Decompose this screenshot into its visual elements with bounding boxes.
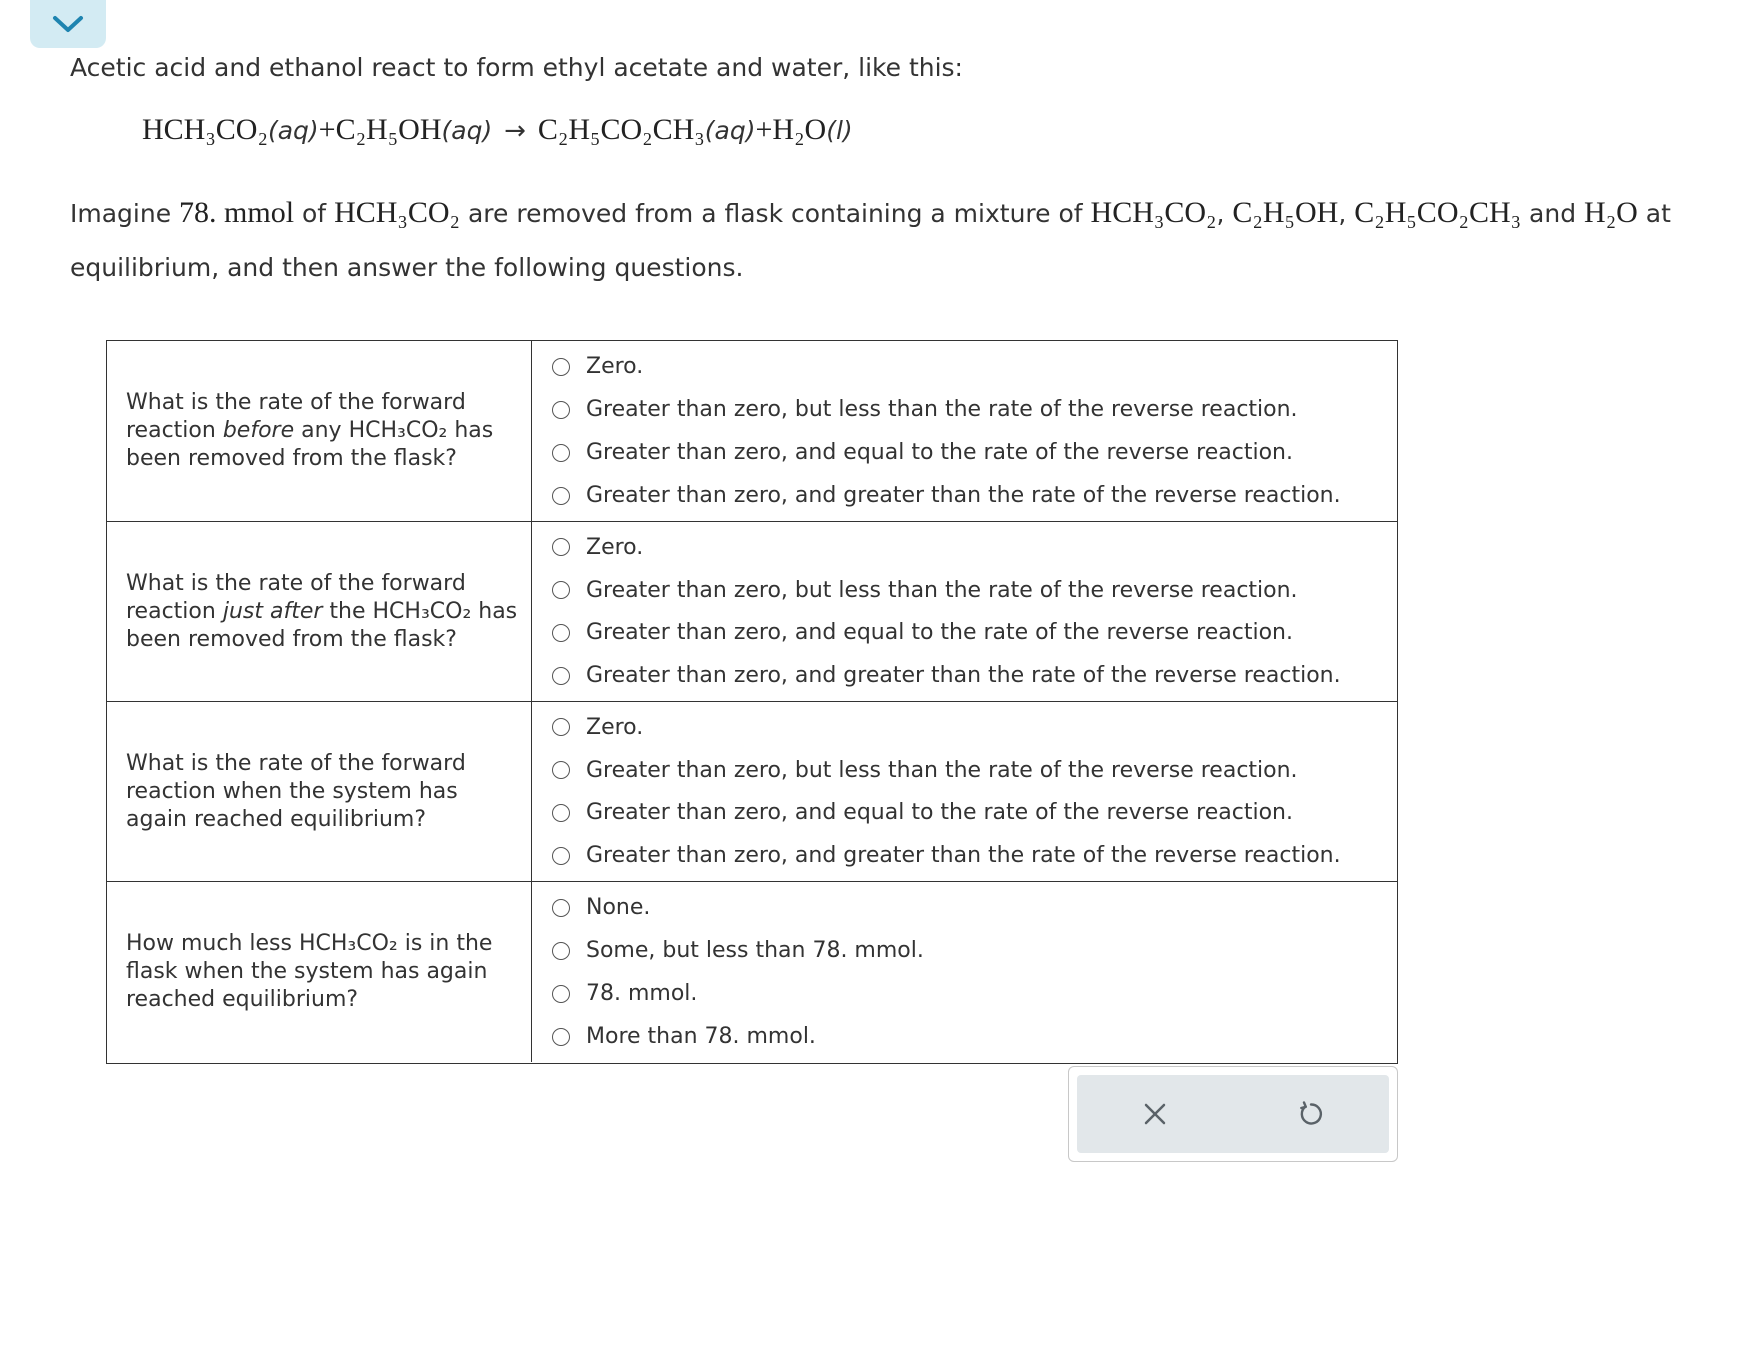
removed-species: HCH₃CO₂	[334, 196, 461, 229]
radio-button[interactable]	[552, 487, 570, 505]
radio-button[interactable]	[552, 358, 570, 376]
answer-options	[532, 882, 1397, 1062]
answer-option[interactable]: Greater than zero, and greater than the rate of the reverse reaction.	[532, 654, 1397, 697]
answer-option[interactable]: Greater than zero, and greater than the rate of the reverse reaction.	[532, 474, 1397, 517]
answer-option[interactable]: Greater than zero, but less than the rate of the reverse reaction.	[532, 569, 1397, 612]
answer-options	[532, 522, 1397, 701]
question-row	[107, 881, 1397, 1062]
question-row	[107, 521, 1397, 701]
answer-option[interactable]: Some, but less than 78. mmol.	[532, 929, 1397, 972]
mixture-species-4: H₂O	[1584, 196, 1638, 229]
reaction-equation	[142, 108, 853, 153]
answer-option[interactable]: Greater than zero, but less than the rate of the reverse reaction.	[532, 388, 1397, 431]
undo-icon	[1297, 1100, 1325, 1128]
radio-button[interactable]	[552, 667, 570, 685]
question-text: What is the rate of the forward reaction just after the HCH₃CO₂ has been removed from the flask?	[107, 522, 532, 701]
answer-option[interactable]: Greater than zero, and greater than the rate of the reverse reaction.	[532, 834, 1397, 877]
answer-option[interactable]: Zero.	[532, 526, 1397, 569]
imagine-suffix: at equilibrium, and then answer the following questions.	[70, 199, 1671, 282]
product-2: H₂O	[772, 113, 827, 146]
product-1: C₂H₅CO₂CH₃	[537, 113, 705, 146]
imagine-middle: are removed from a flask containing a mixture of	[467, 199, 1083, 228]
answer-option[interactable]: Greater than zero, and equal to the rate of the reverse reaction.	[532, 792, 1397, 835]
mixture-species-1: HCH₃CO₂	[1090, 196, 1217, 229]
imagine-prefix: Imagine	[70, 199, 172, 228]
question-table	[106, 340, 1398, 1064]
imagine-of: of	[302, 199, 327, 228]
plus-sign: +	[318, 113, 336, 146]
radio-button[interactable]	[552, 942, 570, 960]
answer-options	[532, 702, 1397, 881]
radio-button[interactable]	[552, 718, 570, 736]
radio-button[interactable]	[552, 624, 570, 642]
answer-option[interactable]: None.	[532, 886, 1397, 929]
reactant-2: C₂H₅OH	[335, 113, 442, 146]
intro-text: Acetic acid and ethanol react to form ethyl acetate and water, like this:	[70, 53, 963, 82]
action-bar	[1068, 1066, 1398, 1162]
product-2-state: (l)	[826, 116, 853, 145]
answer-option[interactable]: 78. mmol.	[532, 972, 1397, 1015]
problem-statement: Imagine 78. mmol of HCH₃CO₂ are removed from a flask containing a mixture of HCH₃CO₂, C₂H₅OH, C₂H₅CO₂CH₃ and H₂O at equilibrium, and then answer the following questions.	[70, 196, 1671, 282]
question-row	[107, 701, 1397, 881]
answer-option[interactable]: Zero.	[532, 706, 1397, 749]
question-row	[107, 341, 1397, 521]
plus-sign: +	[755, 113, 773, 146]
answer-option[interactable]: Greater than zero, but less than the rate of the reverse reaction.	[532, 749, 1397, 792]
product-1-state: (aq)	[704, 116, 756, 145]
radio-button[interactable]	[552, 444, 570, 462]
reactant-2-state: (aq)	[441, 116, 493, 145]
clear-button[interactable]	[1125, 1084, 1185, 1144]
reactant-1: HCH₃CO₂	[142, 113, 268, 146]
reaction-arrow-icon: →	[504, 116, 526, 146]
answer-option[interactable]: More than 78. mmol.	[532, 1015, 1397, 1058]
radio-button[interactable]	[552, 847, 570, 865]
answer-option[interactable]: Zero.	[532, 345, 1397, 388]
radio-button[interactable]	[552, 761, 570, 779]
close-icon	[1142, 1101, 1168, 1127]
radio-button[interactable]	[552, 804, 570, 822]
radio-button[interactable]	[552, 581, 570, 599]
removed-amount: 78. mmol	[179, 196, 295, 229]
reset-button[interactable]	[1281, 1084, 1341, 1144]
answer-options	[532, 341, 1397, 521]
question-text: What is the rate of the forward reaction when the system has again reached equilibrium?	[107, 702, 532, 881]
question-text: How much less HCH₃CO₂ is in the flask when the system has again reached equilibrium?	[107, 882, 532, 1062]
radio-button[interactable]	[552, 985, 570, 1003]
imagine-and: and	[1529, 199, 1577, 228]
chevron-down-icon	[51, 14, 85, 34]
reactant-1-state: (aq)	[267, 116, 319, 145]
question-text: What is the rate of the forward reaction before any HCH₃CO₂ has been removed from the flask?	[107, 341, 532, 521]
radio-button[interactable]	[552, 1028, 570, 1046]
answer-option[interactable]: Greater than zero, and equal to the rate of the reverse reaction.	[532, 612, 1397, 655]
mixture-species-3: C₂H₅CO₂CH₃	[1354, 196, 1522, 229]
radio-button[interactable]	[552, 899, 570, 917]
collapse-toggle-button[interactable]	[30, 0, 106, 48]
mixture-species-2: C₂H₅OH	[1232, 196, 1339, 229]
answer-option[interactable]: Greater than zero, and equal to the rate of the reverse reaction.	[532, 431, 1397, 474]
action-bar-inner	[1077, 1075, 1389, 1153]
radio-button[interactable]	[552, 538, 570, 556]
radio-button[interactable]	[552, 401, 570, 419]
